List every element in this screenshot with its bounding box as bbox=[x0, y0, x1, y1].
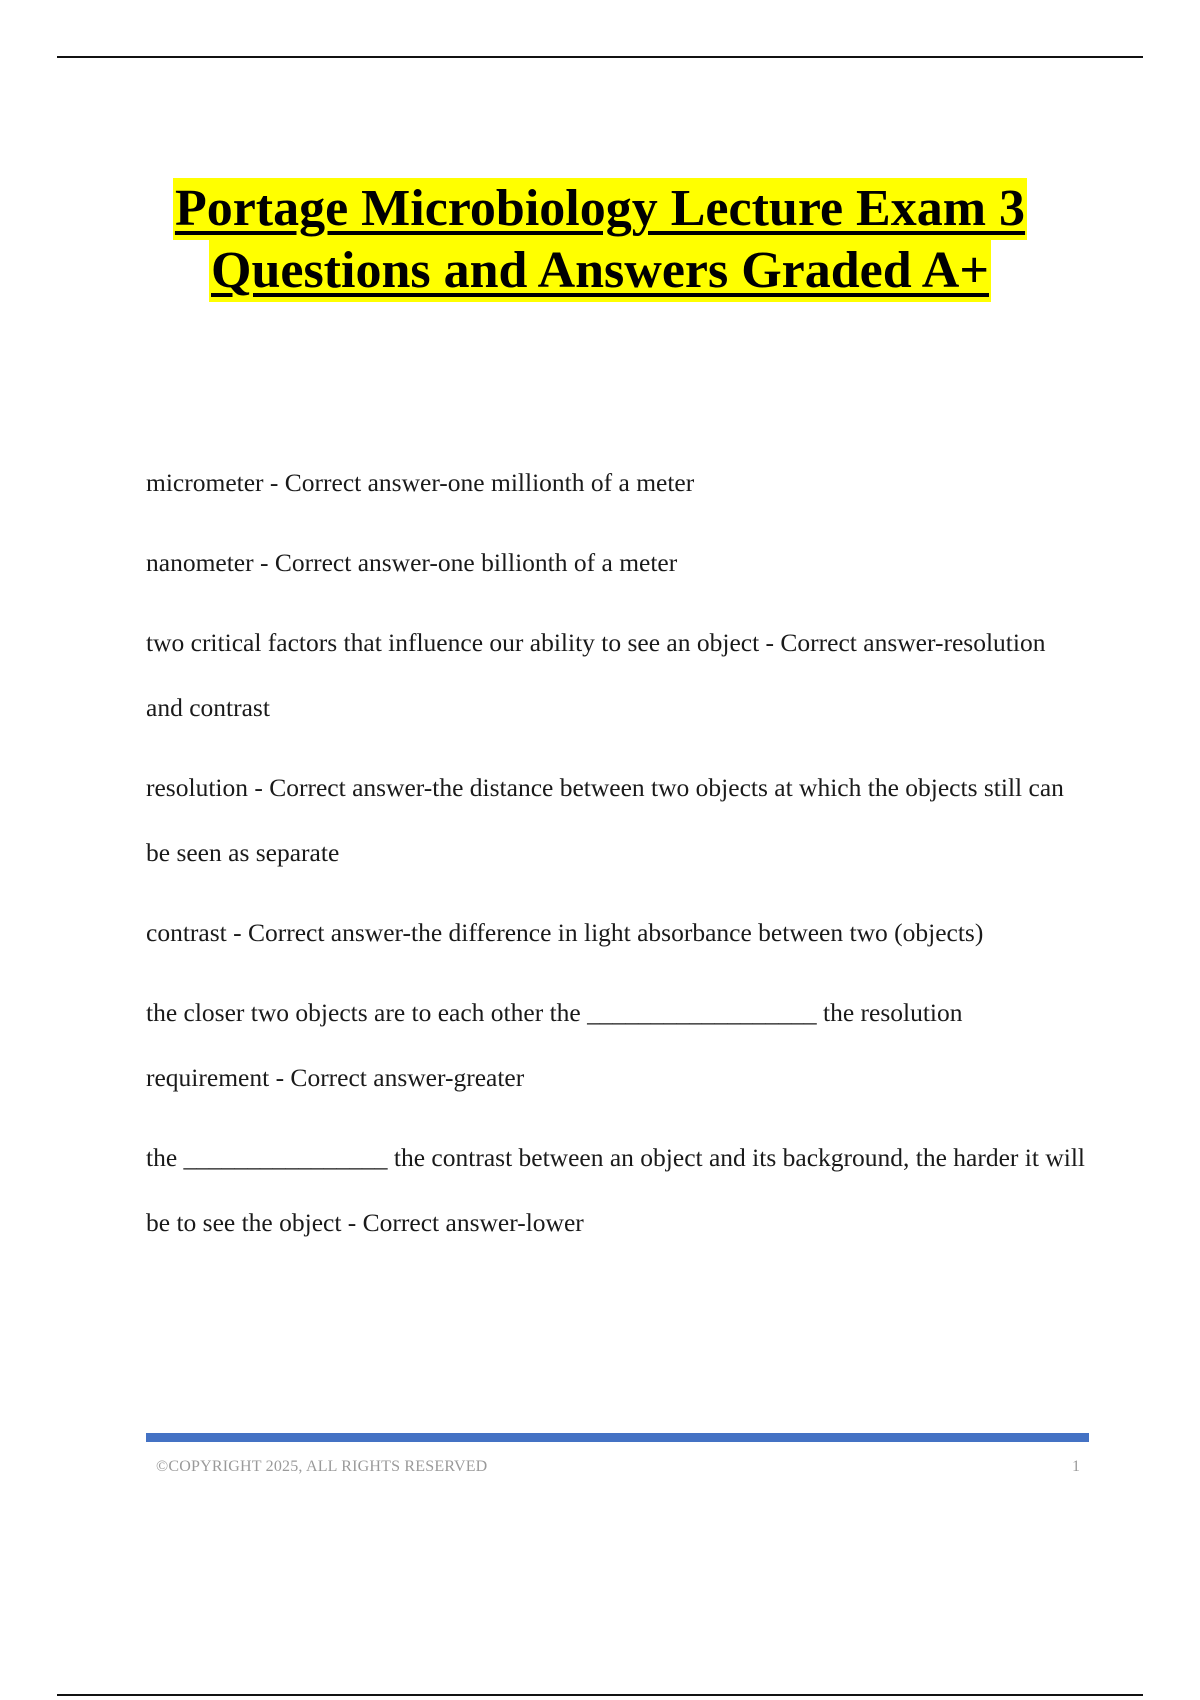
qa-item-critical-factors: two critical factors that influence our ability to see an object - Correct answer-resolution and contrast bbox=[146, 628, 1046, 722]
qa-item-lower-contrast: the ________________ the contrast between an object and its background, the harder it will be to see the object - Correct answer-lower bbox=[146, 1143, 1086, 1237]
footer-bar bbox=[146, 1433, 1089, 1442]
qa-item-contrast: contrast - Correct answer-the difference in light absorbance between two (objects) bbox=[146, 918, 984, 947]
bottom-rule bbox=[57, 1694, 1143, 1696]
document-title bbox=[0, 178, 1200, 302]
top-rule bbox=[57, 56, 1143, 58]
footer-copyright: ©COPYRIGHT 2025, ALL RIGHTS RESERVED bbox=[156, 1458, 488, 1475]
qa-list bbox=[146, 450, 1086, 1270]
qa-item-nanometer: nanometer - Correct answer-one billionth of a meter bbox=[146, 548, 678, 577]
qa-item-micrometer: micrometer - Correct answer-one millionth of a meter bbox=[146, 468, 695, 497]
qa-item-closer-objects: the closer two objects are to each other the __________________ the resolution requirement - Correct answer-greater bbox=[146, 998, 963, 1092]
title-line-1: Portage Microbiology Lecture Exam 3 bbox=[173, 178, 1027, 240]
qa-item-resolution: resolution - Correct answer-the distance between two objects at which the objects still can be seen as separate bbox=[146, 773, 1064, 867]
page-number: 1 bbox=[1072, 1458, 1080, 1475]
title-line-2: Questions and Answers Graded A+ bbox=[209, 240, 991, 302]
